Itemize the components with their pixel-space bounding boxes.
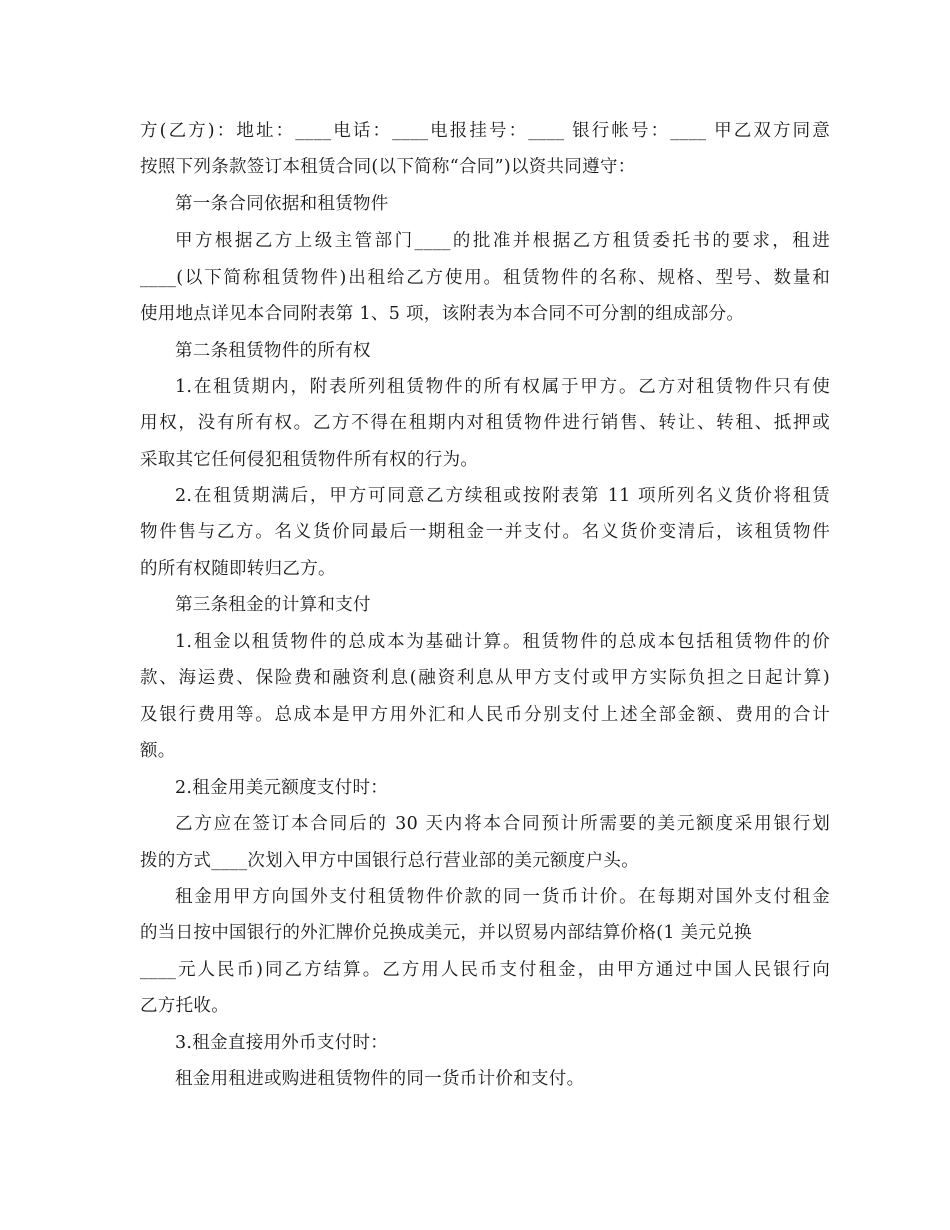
text-line: 3.租金直接用外币支付时： <box>175 1033 389 1053</box>
text-line: 租金用租进或购进租赁物件的同一货币计价和支付。 <box>175 1069 585 1089</box>
text-line: 使用地点详见本合同附表第 1、5 项，该附表为本合同不可分割的组成部分。 <box>140 304 745 324</box>
text-line: 1.在租赁期内，附表所列租赁物件的所有权属于甲方。乙方对租赁物件只有使 <box>175 377 830 397</box>
text-line: 款、海运费、保险费和融资利息(融资利息从甲方支付或甲方实际负担之日起计算) <box>140 668 830 688</box>
text-line: 方(乙方)：地址：____电话：____电报挂号：____ 银行帐号：____ 甲乙双方同意 <box>140 121 830 141</box>
section-heading: 第三条租金的计算和支付 <box>175 595 371 615</box>
text-line: 2.在租赁期满后，甲方可同意乙方续租或按附表第 11 项所列名义货价将租赁 <box>175 486 830 506</box>
text-line: 按照下列条款签订本租赁合同(以下简称“合同”)以资共同遵守： <box>140 157 636 177</box>
text-line: 的所有权随即转归乙方。 <box>140 559 336 579</box>
text-line: 2.租金用美元额度支付时： <box>175 778 389 798</box>
section-heading: 第二条租赁物件的所有权 <box>175 341 371 361</box>
text-line: 乙方托收。 <box>140 996 229 1016</box>
text-line: 租金用甲方向国外支付租赁物件价款的同一货币计价。在每期对国外支付租金 <box>175 887 830 907</box>
text-line: 及银行费用等。总成本是甲方用外汇和人民币分别支付上述全部金额、费用的合计 <box>140 705 830 725</box>
text-line: 甲方根据乙方上级主管部门____的批准并根据乙方租赁委托书的要求，租进 <box>175 231 830 251</box>
text-line: 1.租金以租赁物件的总成本为基础计算。租赁物件的总成本包括租赁物件的价 <box>175 632 830 652</box>
text-line: 拨的方式____次划入甲方中国银行总行营业部的美元额度户头。 <box>140 851 639 871</box>
text-line: ____(以下简称租赁物件)出租给乙方使用。租赁物件的名称、规格、型号、数量和 <box>140 268 830 288</box>
text-line: ____元人民币)同乙方结算。乙方用人民币支付租金，由甲方通过中国人民银行向 <box>140 960 830 980</box>
text-line: 采取其它任何侵犯租赁物件所有权的行为。 <box>140 450 479 470</box>
section-heading: 第一条合同依据和租赁物件 <box>175 194 389 214</box>
text-line: 额。 <box>140 741 176 761</box>
text-line: 用权，没有所有权。乙方不得在租期内对租赁物件进行销售、转让、转租、抵押或 <box>140 413 830 433</box>
text-line: 乙方应在签订本合同后的 30 天内将本合同预计所需要的美元额度采用银行划 <box>175 814 830 834</box>
text-line: 物件售与乙方。名义货价同最后一期租金一并支付。名义货价变清后，该租赁物件 <box>140 522 830 542</box>
text-line: 的当日按中国银行的外汇牌价兑换成美元，并以贸易内部结算价格(1 美元兑换 <box>140 923 752 943</box>
